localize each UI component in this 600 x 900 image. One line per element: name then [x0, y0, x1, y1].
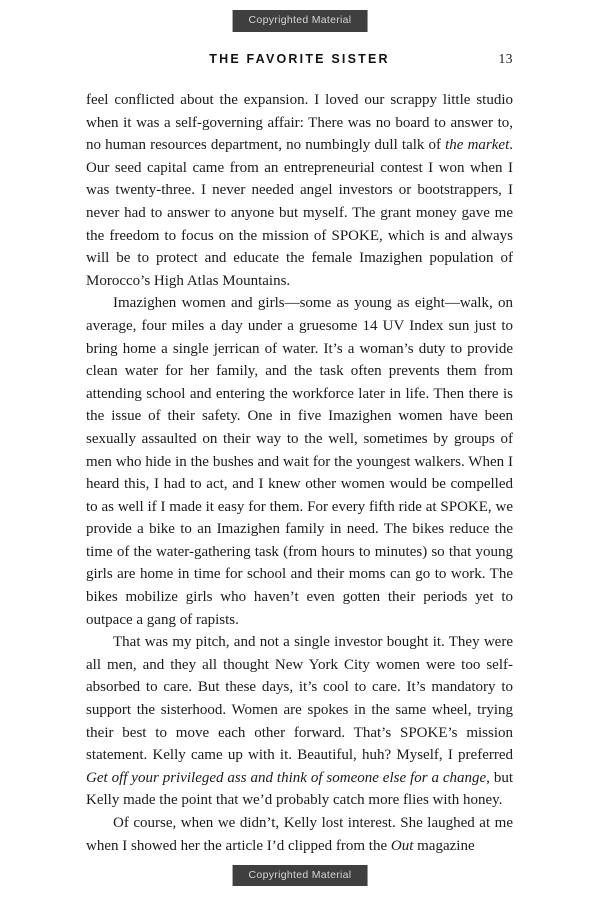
text-segment: feel conflicted about the expansion. I loved our scrappy little studio when it was a self-governing affair: There was no board to answer to, no human resources department, no numbingly dull talk of — [86, 92, 513, 154]
text-segment: . Our seed capital came from an entrepreneurial contest I won when I was twenty-three. I never needed angel investors or bootstrappers, I never had to answer to anyone but myself. The grant money gave me the freedom to focus on the mission of SPOKE, which is and always will be to protect and educate the female Imazighen population of Morocco’s High Atlas Mountains. — [86, 137, 513, 289]
italic-text-segment: Out — [390, 837, 414, 854]
copyright-banner-bottom-text: Copyrighted Material — [248, 868, 352, 881]
running-header — [86, 50, 513, 68]
running-header-title: THE FAVORITE SISTER — [209, 52, 390, 66]
paragraph — [86, 631, 513, 812]
text-segment: magazine — [413, 837, 475, 854]
italic-text-segment: Get off your privileged ass and think of someone else for a change — [86, 769, 487, 786]
paragraph — [86, 812, 513, 857]
copyright-banner-top-text: Copyrighted Material — [248, 14, 352, 26]
copyright-banner-bottom — [233, 865, 368, 887]
text-segment: Imazighen women and girls—some as young as eight—walk, on average, four miles a day under a gruesome 14 UV Index sun just to bring home a single jerrican of water. It’s a woman’s duty to provide clean water for her family, and the task often prevents them from attending school and entering the workforce later in life. Then there is the issue of their safety. One in five Imazighen women have been sexually assaulted on their way to the well, sometimes by groups of men who hide in the bushes and wait for the youngest walkers. When I heard this, I had to act, and I knew other women would be compelled to as well if I made it easy for them. For every fifth ride at SPOKE, we provide a bike to an Imazighen family in need. The bikes reduce the time of the water-gathering task (from hours to minutes) so that young girls are home in time for school and their moms can go to work. The bikes mobilize girls who haven’t even gotten their periods yet to outpace a gang of rapists. — [86, 295, 513, 628]
paragraph — [86, 292, 513, 631]
text-segment: Of course, when we didn’t, Kelly lost interest. She laughed at me when I showed her the article I’d clipped from the — [86, 815, 513, 854]
text-segment: That was my pitch, and not a single investor bought it. They were all men, and they all thought New York City women were too self-absorbed to care. But these days, it’s cool to care. It’s mandatory to support the sisterhood. Women are spokes in the same wheel, trying their best to move each other forward. That’s SPOKE’s mission statement. Kelly came up with it. Beautiful, huh? Myself, I preferred — [86, 634, 513, 764]
copyright-banner-top — [233, 10, 368, 32]
page-number: 13 — [498, 51, 513, 66]
body-text — [86, 89, 513, 857]
text-segment: , but Kelly made the point that we’d probably catch more flies with honey. — [86, 769, 513, 809]
italic-text-segment: the market — [445, 137, 510, 154]
paragraph — [86, 89, 513, 292]
